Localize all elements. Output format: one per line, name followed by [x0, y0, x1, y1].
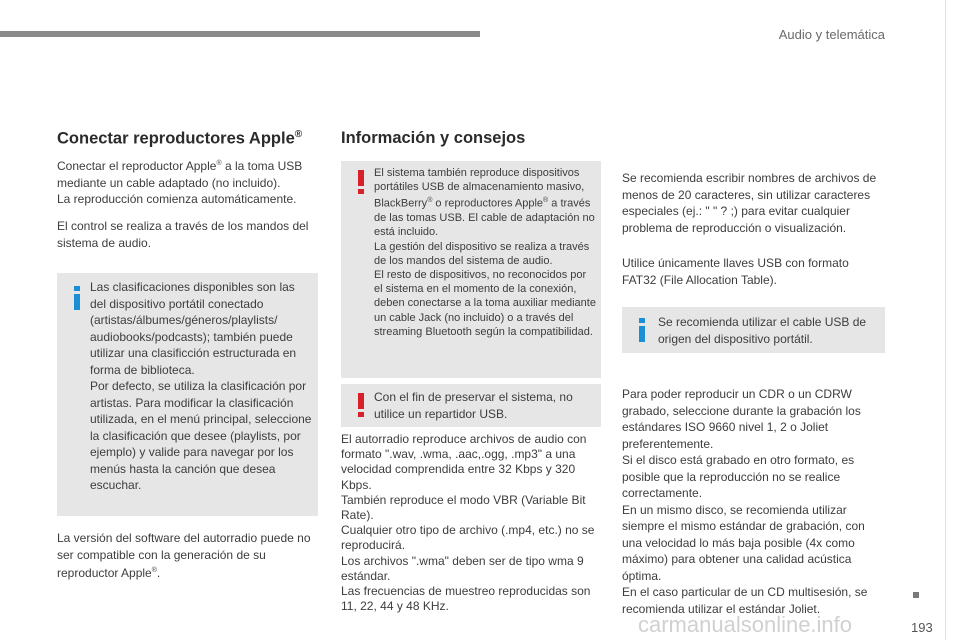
- warning-box-2: [341, 384, 601, 427]
- warning-icon: [357, 170, 365, 194]
- warning-box-1: [341, 161, 601, 378]
- left-paragraph-2: El control se realiza a través de los mandos del sistema de audio.: [57, 219, 309, 250]
- left-paragraph-3: La versión del software del autorradio puede no ser compatible con la generación de su reproductor Apple®.: [57, 531, 311, 580]
- right-paragraph-3: Para poder reproducir un CDR o un CDRW grabado, seleccione durante la grabación los estándares ISO 9660 nivel 1, 2 o Joliet preferentemente. Si el disco está grabado en otro formato, es posible que la reproducción no se realice correctamente. En un mismo disco, se recomienda utilizar siempre el mismo estándar de grabación, con una velocidad lo más baja posible (4x como máximo) para obtener una calidad acústica óptima. En el caso particular de un CD multisesión, se recomienda utilizar el estándar Joliet.: [622, 387, 868, 616]
- right-paragraph-1: Se recomienda escribir nombres de archivos de menos de 20 caracteres, sin utilizar caracteres especiales (ej.: " " ? ;) para evitar cualquier problema de reproducción o visualización.: [622, 171, 877, 235]
- page-number: 193: [911, 620, 933, 635]
- warning-box-1-text: El sistema también reproduce dispositivos portátiles USB de almacenamiento masivo, BlackBerry® o reproductores Apple® a través de las tomas USB. El cable de adaptación no está incluido. La gestión del dispositivo se realiza a través de los mandos del sistema de audio. El resto de dispositivos, no reconocidos por el sistema en el momento de la conexión, deben conectarse a la toma auxiliar mediante un cable Jack (no incluido) o a través del streaming Bluetooth según la compatibilidad.: [374, 167, 596, 338]
- page-edge-line: [945, 0, 946, 640]
- info-icon: [636, 318, 648, 342]
- middle-paragraph-1: El autorradio reproduce archivos de audio con formato ".wav, .wma, .aac,.ogg, .mp3" a una velocidad comprendida entre 32 Kbps y 320 Kbps. También reproduce el modo VBR (Variable Bit Rate). Cualquier otro tipo de archivo (.mp4, etc.) no se reproducirá. Los archivos ".wma" deben ser de tipo wma 9 estándar. Las frecuencias de muestreo reproducidas son 11, 22, 44 y 48 KHz.: [341, 432, 595, 614]
- top-bar: [0, 31, 480, 37]
- middle-heading: Información y consejos: [341, 129, 526, 147]
- info-box-right: [622, 307, 885, 353]
- right-paragraph-2: Utilice únicamente llaves USB con formato FAT32 (File Allocation Table).: [622, 256, 849, 287]
- left-paragraph-1: Conectar el reproductor Apple® a la toma USB mediante un cable adaptado (no incluido). La reproducción comienza automáticamente.: [57, 159, 303, 206]
- info-box-right-text: Se recomienda utilizar el cable USB de origen del dispositivo portátil.: [658, 315, 867, 346]
- section-title: Audio y telemática: [778, 27, 885, 42]
- info-icon: [71, 286, 83, 310]
- page-marker: [913, 592, 919, 598]
- info-box-left-text: Las clasificaciones disponibles son las del dispositivo portátil conectado (artistas/álbumes/géneros/playlists/ audiobooks/podcasts); también puede utilizar una clasificción estructurada en forma de biblioteca. Por defecto, se utiliza la clasificación por artistas. Para modificar la clasificación utilizada, en el menú principal, seleccione la clasificación que desee (playlists, por ejemplo) y valide para navegar por los menús hasta la canción que desea escuchar.: [90, 280, 312, 492]
- watermark: carmanualsonline.info: [638, 612, 853, 637]
- info-box-left: [57, 273, 318, 516]
- warning-box-2-text: Con el fin de preservar el sistema, no utilice un repartidor USB.: [374, 390, 573, 421]
- warning-icon: [357, 393, 365, 417]
- left-heading: Conectar reproductores Apple®: [57, 129, 303, 148]
